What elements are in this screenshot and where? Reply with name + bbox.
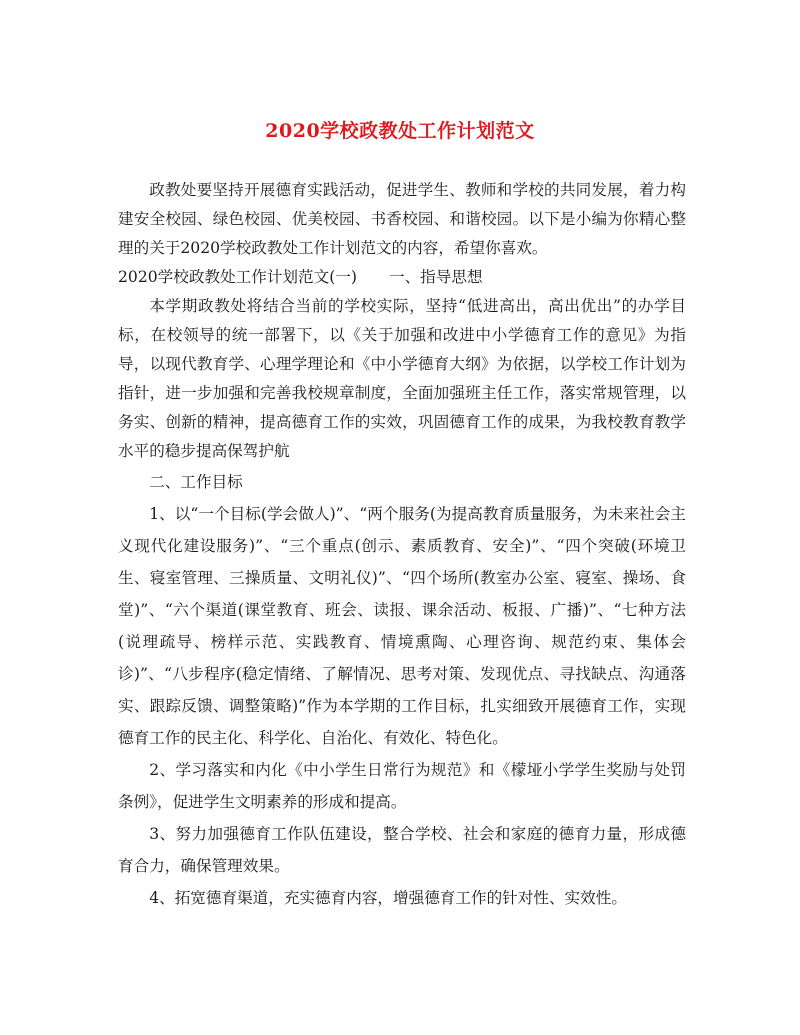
goal-item-2: 2、学习落实和内化《中小学生日常行为规范》和《檬垭小学学生奖励与处罚条例》，促进学生文明素养的形成和提高。 [118, 761, 686, 811]
document-body [118, 176, 686, 914]
document-title: 2020学校政教处工作计划范文 [265, 120, 535, 142]
intro-paragraph: 政教处要坚持开展德育实践活动，促进学生、教师和学校的共同发展，着力构建安全校园、绿色校园、优美校园、书香校园、和谐校园。以下是小编为你精心整理的关于2020学校政教处工作计划范文的内容，希望你喜欢。 [118, 181, 686, 257]
article-subtitle: 2020学校政教处工作计划范文(一) [118, 268, 357, 286]
section1-heading: 一、指导思想 [388, 268, 483, 286]
subtitle-line [118, 263, 686, 292]
goal-item-4: 4、拓宽德育渠道，充实德育内容，增强德育工作的针对性、实效性。 [149, 889, 627, 907]
goal-item-3: 3、努力加强德育工作队伍建设，整合学校、社会和家庭的德育力量，形成德育合力，确保管理效果。 [118, 825, 686, 875]
section1-paragraph: 本学期政教处将结合当前的学校实际，坚持“低进高出，高出优出”的办学目标，在校领导的统一部署下，以《关于加强和改进中小学德育工作的意见》为指导，以现代教育学、心理学理论和《中小学德育大纲》为依据，以学校工作计划为指针，进一步加强和完善我校规章制度，全面加强班主任工作，落实常规管理，以务实、创新的精神，提高德育工作的实效，巩固德育工作的成果，为我校教育教学水平的稳步提高保驾护航 [118, 297, 686, 460]
goal-item-1: 1、以“一个目标(学会做人)”、“两个服务(为提高教育质量服务，为未来社会主义现代化建设服务)”、“三个重点(创示、素质教育、安全)”、“四个突破(环境卫生、寝室管理、三操质量、文明礼仪)”、“四个场所(教室办公室、寝室、操场、食堂)”、“六个渠道(课堂教育、班会、读报、课余活动、板报、广播)”、“七种方法(说理疏导、榜样示范、实践教育、情境熏陶、心理咨询、规范约束、集体会诊)”、“八步程序(稳定情绪、了解情况、思考对策、发现优点、寻找缺点、沟通落实、跟踪反馈、调整策略)”作为本学期的工作目标，扎实细致开展德育工作，实现德育工作的民主化、科学化、自治化、有效化、特色化。 [118, 505, 686, 747]
section2-heading: 二、工作目标 [149, 473, 243, 491]
